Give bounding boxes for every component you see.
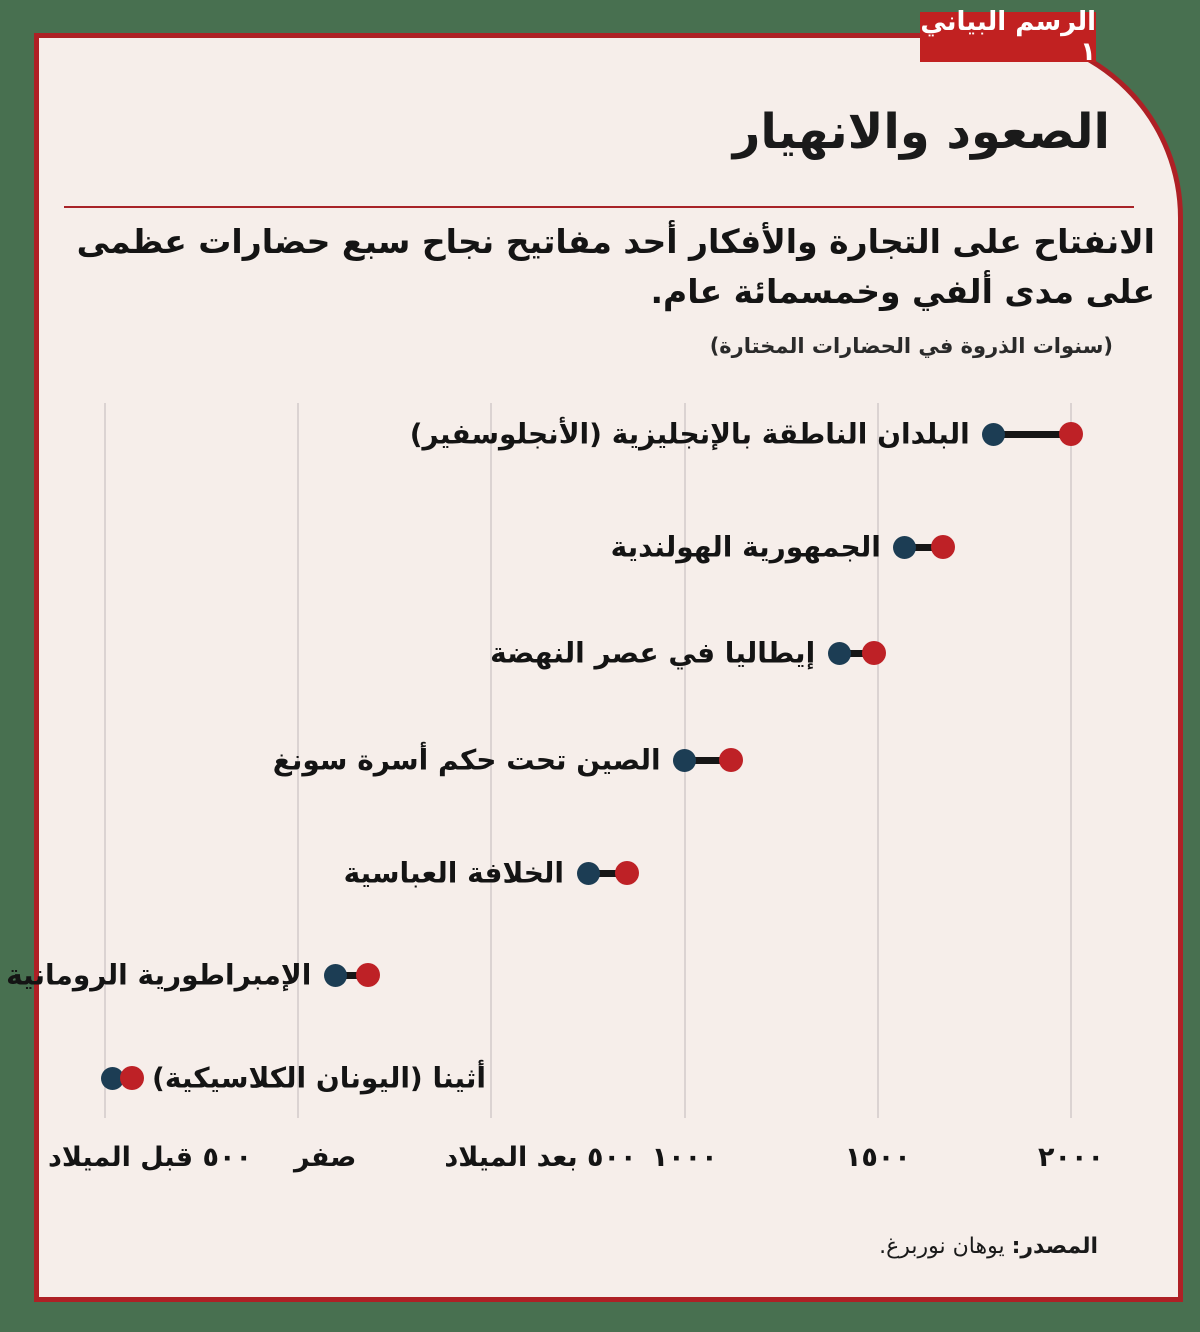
civilization-label: الخلافة العباسية <box>343 856 564 890</box>
figure-number-label: الرسم البياني ١ <box>920 7 1096 67</box>
end-dot <box>356 963 380 987</box>
start-dot <box>828 642 851 665</box>
end-dot <box>1059 422 1083 446</box>
source-prefix: المصدر: <box>1011 1234 1098 1259</box>
civilization-label: الإمبراطورية الرومانية <box>6 958 312 992</box>
civilization-label: الصين تحت حكم أسرة سونغ <box>272 743 661 777</box>
start-dot <box>673 749 696 772</box>
civilization-label: الجمهورية الهولندية <box>610 530 881 564</box>
start-dot <box>893 536 916 559</box>
end-dot <box>931 535 955 559</box>
source-note <box>879 1234 1098 1259</box>
axis-tick-label: ٥٠٠ بعد الميلاد <box>444 1142 637 1173</box>
axis-tick-label: صفر <box>294 1142 357 1173</box>
gridline <box>1070 403 1072 1118</box>
end-dot <box>615 861 639 885</box>
civilization-label: أثينا (اليونان الكلاسيكية) <box>152 1061 486 1095</box>
end-dot <box>719 748 743 772</box>
figure-number-badge <box>920 7 1096 67</box>
axis-tick-label: ٢٠٠٠ <box>1038 1142 1104 1173</box>
axis-tick-label: ١٥٠٠ <box>844 1142 911 1173</box>
gridline <box>877 403 879 1118</box>
start-dot <box>982 423 1005 446</box>
end-dot <box>120 1066 144 1090</box>
civilization-label: إيطاليا في عصر النهضة <box>490 636 816 670</box>
end-dot <box>862 641 886 665</box>
civilization-label: البلدان الناطقة بالإنجليزية (الأنجلوسفير) <box>409 417 970 451</box>
start-dot <box>577 862 600 885</box>
subtitle-line-2: على مدى ألفي وخمسمائة عام. <box>650 272 1155 311</box>
chart-note: (سنوات الذروة في الحضارات المختارة) <box>709 334 1113 358</box>
gridline <box>104 403 106 1118</box>
start-dot <box>324 964 347 987</box>
axis-tick-label: ١٠٠٠ <box>651 1142 718 1173</box>
source-text: يوهان نوربرغ. <box>879 1234 1005 1259</box>
page-title: الصعود والانهيار <box>732 104 1110 160</box>
subtitle-line-1: الانفتاح على التجارة والأفكار أحد مفاتيح نجاح سبع حضارات عظمى <box>76 222 1155 261</box>
axis-tick-label: ٥٠٠ قبل الميلاد <box>48 1142 252 1173</box>
